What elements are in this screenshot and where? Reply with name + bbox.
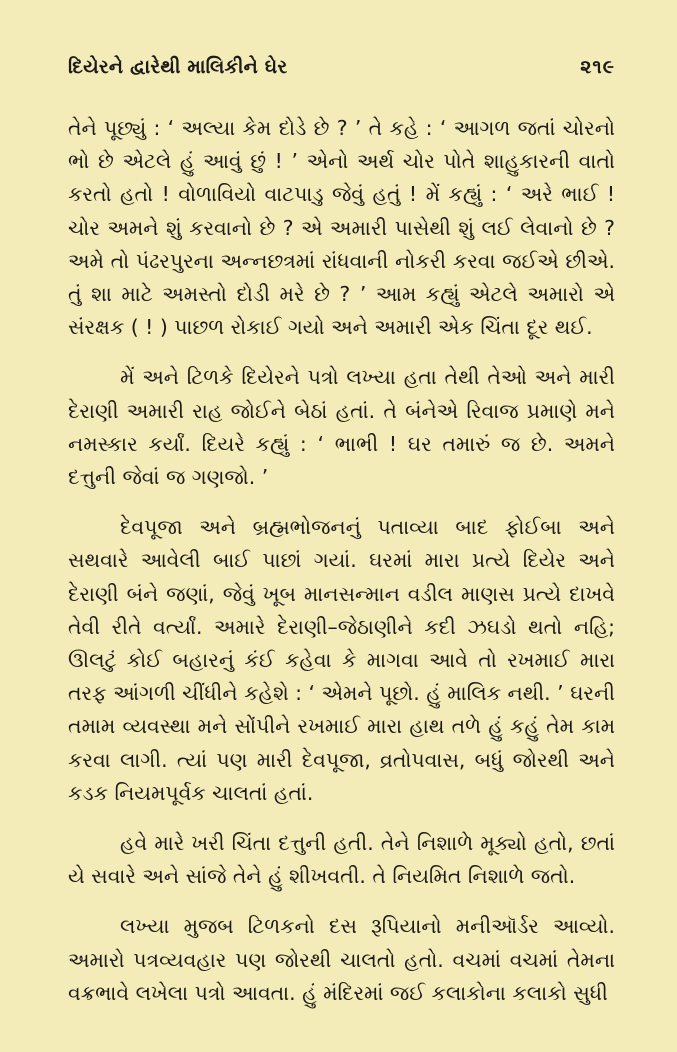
page-header bbox=[68, 56, 615, 92]
paragraph: હવે મારે ખરી ચિંતા દત્તુની હતી. તેને નિશાળે મૂક્યો હતો, છતાં યે સવારે અને સાંજે તેને હું શીખવતી. તે નિયમિત નિશાળે જતો. bbox=[68, 831, 615, 889]
body-text bbox=[68, 112, 615, 1010]
page-number: ૨૧૯ bbox=[580, 56, 615, 78]
paragraph: દેવપૂજા અને બ્રહ્મભોજનનું પતાવ્યા બાદ ફોઈબા અને સથવારે આવેલી બાઈ પાછાં ગયાં. ઘરમાં મારા પ્રત્યે દિયેર અને દેરાણી બંને જણાં, જેવું ખૂબ માનસન્માન વડીલ માણસ પ્રત્યે દાખવે તેવી રીતે વર્ત્યાં. અમારે દેરાણી–જેઠાણીને કદી ઝઘડો થતો નહિ; ઊલટું કોઈ બહારનું કંઈ કહેવા કે માગવા આવે તો રખમાઈ મારા તરફ આંગળી ચીંધીને કહેશે : ‘ એમને પૂછો. હું માલિક નથી. ’ ઘરની તમામ વ્યવસ્થા મને સોંપીને રખમાઈ મારા હાથ તળે હું કહું તેમ કામ કરવા લાગી. ત્યાં પણ મારી દેવપૂજા, વ્રતોપવાસ, બધું જોરથી અને કડક નિયમપૂર્વક ચાલતાં હતાં. bbox=[68, 515, 615, 805]
paragraph: લખ્યા મુજબ ટિળકનો દસ રૂપિયાનો મનીઑર્ડર આવ્યો. અમારો પત્રવ્યવહાર પણ જોરથી ચાલતો હતો. વચમાં વચમાં તેમના વક્રભાવે લખેલા પત્રો આવતા. હું મંદિરમાં જઈ કલાકોના કલાકો સુધી bbox=[68, 914, 615, 1005]
paragraph: મેં અને ટિળકે દિયેરને પત્રો લખ્યા હતા તેથી તેઓ અને મારી દેરાણી અમારી રાહ જોઈને બેઠાં હતાં. તે બંનેએ રિવાજ પ્રમાણે મને નમસ્કાર કર્યાં. દિયરે કહ્યું : ‘ ભાભી ! ઘર તમારું જ છે. અમને દત્તુની જેવાં જ ગણજો. ’ bbox=[68, 365, 615, 490]
running-title: દિયેરને દ્વારેથી માલિકીને ઘેર bbox=[68, 56, 288, 78]
paragraph: તેને પૂછ્યું : ‘ અલ્યા કેમ દોડે છે ? ’ તે કહે : ‘ આગળ જતાં ચોરનો ભો છે એટલે હું આવું છું ! ’ એનો અર્થ ચોર પોતે શાહુકારની વાતો કરતો હતો ! વોળાવિયો વાટપાડુ જેવું હતું ! મેં કહ્યું : ‘ અરે ભાઈ ! ચોર અમને શું કરવાનો છે ? એ અમારી પાસેથી શું લઈ લેવાનો છે ? અમે તો પંઢરપુરના અન્નછત્રમાં રાંધવાની નોકરી કરવા જઈએ છીએ. તું શા માટે અમસ્તો દોડી મરે છે ? ’ આમ કહ્યું એટલે અમારો એ સંરક્ષક ( ! ) પાછળ રોકાઈ ગયો અને અમારી એક ચિંતા દૂર થઈ. bbox=[68, 116, 615, 340]
